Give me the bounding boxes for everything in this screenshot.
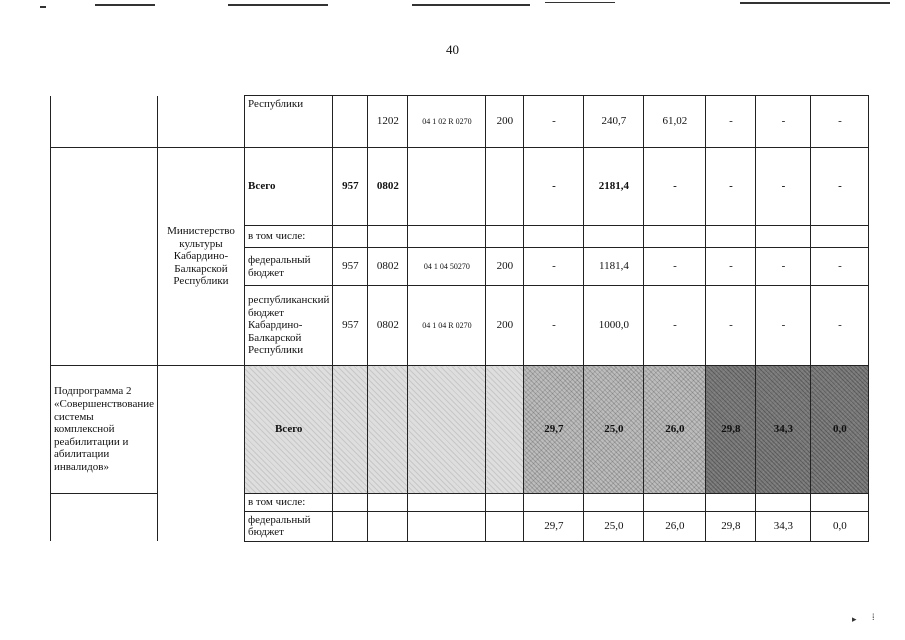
- scan-artifact-mark: ▸: [852, 614, 857, 624]
- value-cell: -: [524, 148, 584, 226]
- value-cell: -: [706, 96, 756, 148]
- empty-cell: [408, 494, 486, 512]
- value-cell: -: [756, 96, 811, 148]
- type-cell: 200: [486, 248, 524, 286]
- empty-cell: [368, 226, 408, 248]
- type-cell: 200: [486, 286, 524, 366]
- target-code-cell: [408, 148, 486, 226]
- target-code-cell: 04 1 04 50270: [408, 248, 486, 286]
- budget-table: [50, 95, 869, 542]
- ministry-name: Министерство культуры Кабардино-Балкарской Республики: [157, 148, 244, 366]
- value-cell: 2181,4: [584, 148, 644, 226]
- empty-cell: [811, 494, 869, 512]
- value-cell: -: [756, 148, 811, 226]
- empty-cell: [584, 494, 644, 512]
- scan-artifact-mark: ⁞: [872, 612, 875, 622]
- value-cell: -: [524, 248, 584, 286]
- empty-cell: [157, 96, 244, 148]
- section-cell: 1202: [368, 96, 408, 148]
- value-cell: -: [644, 286, 706, 366]
- empty-cell: [524, 494, 584, 512]
- value-cell: 1181,4: [584, 248, 644, 286]
- value-cell: 0,0: [811, 366, 869, 494]
- type-cell: 200: [486, 96, 524, 148]
- section-cell: 0802: [368, 248, 408, 286]
- empty-cell: [368, 511, 408, 541]
- value-cell: -: [524, 286, 584, 366]
- empty-cell: [157, 366, 244, 494]
- table-row: [51, 96, 869, 148]
- value-cell: 0,0: [811, 511, 869, 541]
- scan-artifact-line: [740, 2, 890, 4]
- target-code-cell: 04 1 04 R 0270: [408, 286, 486, 366]
- gr-cell: 957: [333, 148, 368, 226]
- row-label: Всего: [244, 148, 332, 226]
- value-cell: 25,0: [584, 511, 644, 541]
- empty-cell: [486, 494, 524, 512]
- empty-cell: [368, 366, 408, 494]
- value-cell: 25,0: [584, 366, 644, 494]
- table-row: [51, 494, 869, 512]
- scan-artifact-line: [95, 4, 155, 6]
- value-cell: -: [706, 148, 756, 226]
- value-cell: -: [811, 96, 869, 148]
- value-cell: -: [811, 248, 869, 286]
- value-cell: -: [644, 248, 706, 286]
- value-cell: 240,7: [584, 96, 644, 148]
- gr-cell: [333, 96, 368, 148]
- row-label: федеральный бюджет: [244, 248, 332, 286]
- value-cell: 26,0: [644, 511, 706, 541]
- empty-cell: [408, 226, 486, 248]
- scan-artifact-line: [545, 2, 615, 3]
- empty-cell: [51, 148, 158, 366]
- row-label: Всего: [244, 366, 332, 494]
- subprogram-name: Подпрограмма 2 «Совершенствование системы комплексной реабилитации и абилитации инвалидов»: [51, 366, 158, 494]
- value-cell: -: [811, 148, 869, 226]
- scan-artifact-line: [412, 4, 530, 6]
- value-cell: -: [756, 248, 811, 286]
- value-cell: -: [756, 286, 811, 366]
- value-cell: -: [811, 286, 869, 366]
- row-label: в том числе:: [244, 494, 332, 512]
- target-code-cell: 04 1 02 R 0270: [408, 96, 486, 148]
- value-cell: 26,0: [644, 366, 706, 494]
- empty-cell: [756, 226, 811, 248]
- empty-cell: [756, 494, 811, 512]
- value-cell: 1000,0: [584, 286, 644, 366]
- empty-cell: [524, 226, 584, 248]
- empty-cell: [486, 226, 524, 248]
- section-cell: 0802: [368, 148, 408, 226]
- scan-artifact-line: [40, 6, 46, 8]
- scan-artifact-line: [228, 4, 328, 6]
- value-cell: 34,3: [756, 366, 811, 494]
- empty-cell: [408, 366, 486, 494]
- empty-cell: [644, 494, 706, 512]
- empty-cell: [157, 494, 244, 542]
- empty-cell: [333, 366, 368, 494]
- value-cell: 29,7: [524, 366, 584, 494]
- page-number: 40: [446, 42, 459, 57]
- value-cell: 34,3: [756, 511, 811, 541]
- empty-cell: [51, 96, 158, 148]
- empty-cell: [811, 226, 869, 248]
- table-row: [51, 148, 869, 226]
- row-label: федеральный бюджет: [244, 511, 332, 541]
- value-cell: 61,02: [644, 96, 706, 148]
- empty-cell: [486, 366, 524, 494]
- value-cell: -: [644, 148, 706, 226]
- empty-cell: [51, 494, 158, 542]
- gr-cell: 957: [333, 248, 368, 286]
- empty-cell: [706, 226, 756, 248]
- table-row: [51, 366, 869, 494]
- empty-cell: [333, 226, 368, 248]
- gr-cell: 957: [333, 286, 368, 366]
- value-cell: -: [706, 286, 756, 366]
- empty-cell: [706, 494, 756, 512]
- row-label: в том числе:: [244, 226, 332, 248]
- empty-cell: [408, 511, 486, 541]
- value-cell: 29,8: [706, 366, 756, 494]
- empty-cell: [584, 226, 644, 248]
- row-label: Республики: [244, 96, 332, 148]
- type-cell: [486, 148, 524, 226]
- empty-cell: [368, 494, 408, 512]
- value-cell: -: [524, 96, 584, 148]
- empty-cell: [486, 511, 524, 541]
- empty-cell: [644, 226, 706, 248]
- section-cell: 0802: [368, 286, 408, 366]
- row-label: республиканский бюджет Кабардино-Балкарской Республики: [244, 286, 332, 366]
- empty-cell: [333, 494, 368, 512]
- value-cell: 29,8: [706, 511, 756, 541]
- empty-cell: [333, 511, 368, 541]
- value-cell: -: [706, 248, 756, 286]
- value-cell: 29,7: [524, 511, 584, 541]
